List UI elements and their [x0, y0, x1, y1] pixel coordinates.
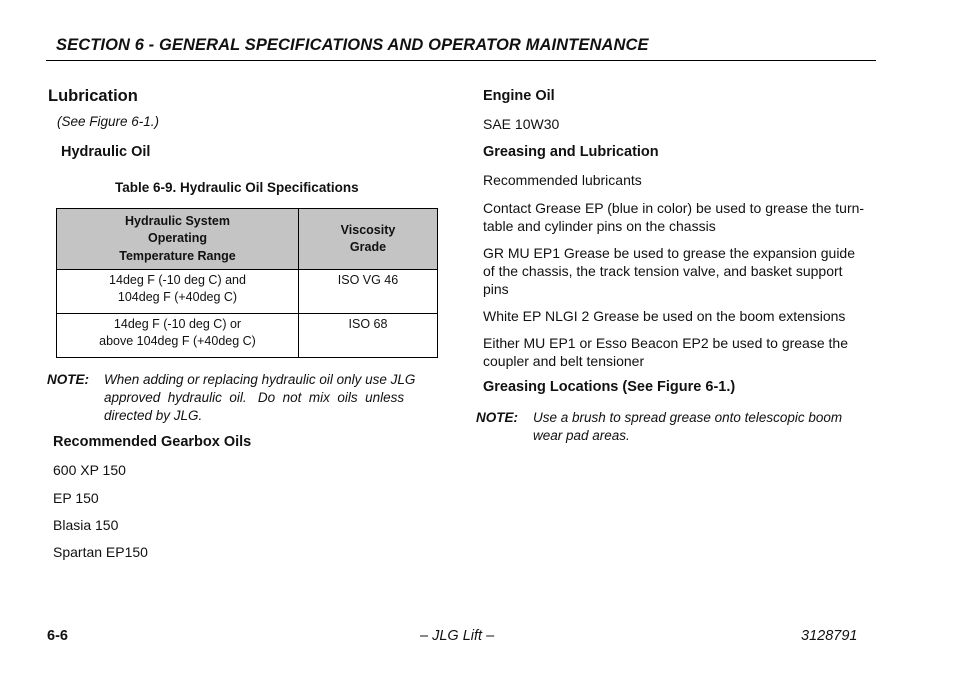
page-header-title: SECTION 6 - GENERAL SPECIFICATIONS AND OPERATOR MAINTENANCE: [56, 36, 649, 54]
note-line: approved hydraulic oil. Do not mix oils unless: [104, 390, 405, 405]
heading-hydraulic-oil: Hydraulic Oil: [61, 144, 151, 160]
para-line: White EP NLGI 2 Grease be used on the boom extensions: [483, 308, 846, 324]
paragraph-gr-mu: [483, 244, 877, 298]
table-row: [57, 314, 438, 358]
header-line: Operating: [147, 231, 208, 246]
heading-greasing: Greasing and Lubrication: [483, 144, 659, 160]
greasing-note: [476, 409, 877, 445]
note-line: wear pad areas.: [533, 428, 630, 443]
note-line: Use a brush to spread grease onto telescopic boom: [533, 410, 843, 425]
note-line: When adding or replacing hydraulic oil only use JLG: [104, 372, 416, 387]
para-line: pins: [483, 281, 509, 297]
para-line: table and cylinder pins on the chassis: [483, 218, 716, 234]
gearbox-oil-item: Spartan EP150: [53, 544, 148, 560]
hydraulic-note: [47, 371, 447, 425]
cell-line: 14deg F (-10 deg C) and: [109, 273, 246, 287]
table-row: [57, 270, 438, 314]
cell-line: above 104deg F (+40deg C): [99, 334, 256, 348]
table-header-row: [57, 209, 438, 270]
header-line: Temperature Range: [119, 248, 236, 263]
hydraulic-oil-table: [56, 208, 438, 358]
para-line: Contact Grease EP (blue in color) be used to grease the turn-: [483, 200, 865, 216]
cell-grade: ISO 68: [299, 314, 438, 358]
header-temperature-range: [57, 209, 299, 270]
footer-page-number: 6-6: [47, 628, 68, 644]
heading-gearbox-oils: Recommended Gearbox Oils: [53, 434, 252, 450]
paragraph-either-mu: [483, 334, 877, 370]
see-figure-note: (See Figure 6-1.): [57, 114, 160, 129]
heading-engine-oil: Engine Oil: [483, 88, 555, 104]
para-line: Either MU EP1 or Esso Beacon EP2 be used to grease the: [483, 335, 848, 351]
note-line: directed by JLG.: [104, 408, 203, 423]
paragraph-white-ep: [483, 307, 877, 325]
header-rule: [46, 60, 876, 61]
cell-line: 104deg F (+40deg C): [117, 290, 238, 304]
header-line: Grade: [349, 240, 387, 254]
footer-center: – JLG Lift –: [420, 628, 495, 644]
note-label: NOTE:: [47, 372, 89, 387]
cell-range: [57, 314, 299, 358]
paragraph-contact-grease: [483, 199, 877, 235]
cell-range: [57, 270, 299, 314]
header-line: Viscosity: [340, 222, 396, 237]
table-caption: Table 6-9. Hydraulic Oil Specifications: [115, 180, 359, 195]
cell-line: 14deg F (-10 deg C) or: [113, 317, 242, 331]
cell-grade: ISO VG 46: [299, 270, 438, 314]
heading-greasing-locations: Greasing Locations (See Figure 6-1.): [483, 379, 736, 395]
para-line: of the chassis, the track tension valve, and basket support: [483, 263, 843, 279]
note-label: NOTE:: [476, 410, 518, 425]
gearbox-oil-item: 600 XP 150: [53, 462, 126, 478]
gearbox-oil-item: Blasia 150: [53, 517, 119, 533]
para-line: coupler and belt tensioner: [483, 353, 645, 369]
recommended-lubricants: Recommended lubricants: [483, 172, 642, 188]
footer-doc-number: 3128791: [801, 628, 858, 644]
header-line: Hydraulic System: [125, 213, 230, 228]
para-line: GR MU EP1 Grease be used to grease the expansion guide: [483, 245, 855, 261]
gearbox-oil-item: EP 150: [53, 490, 99, 506]
header-viscosity-grade: [299, 209, 438, 270]
engine-oil-value: SAE 10W30: [483, 116, 560, 132]
heading-lubrication: Lubrication: [48, 87, 138, 105]
